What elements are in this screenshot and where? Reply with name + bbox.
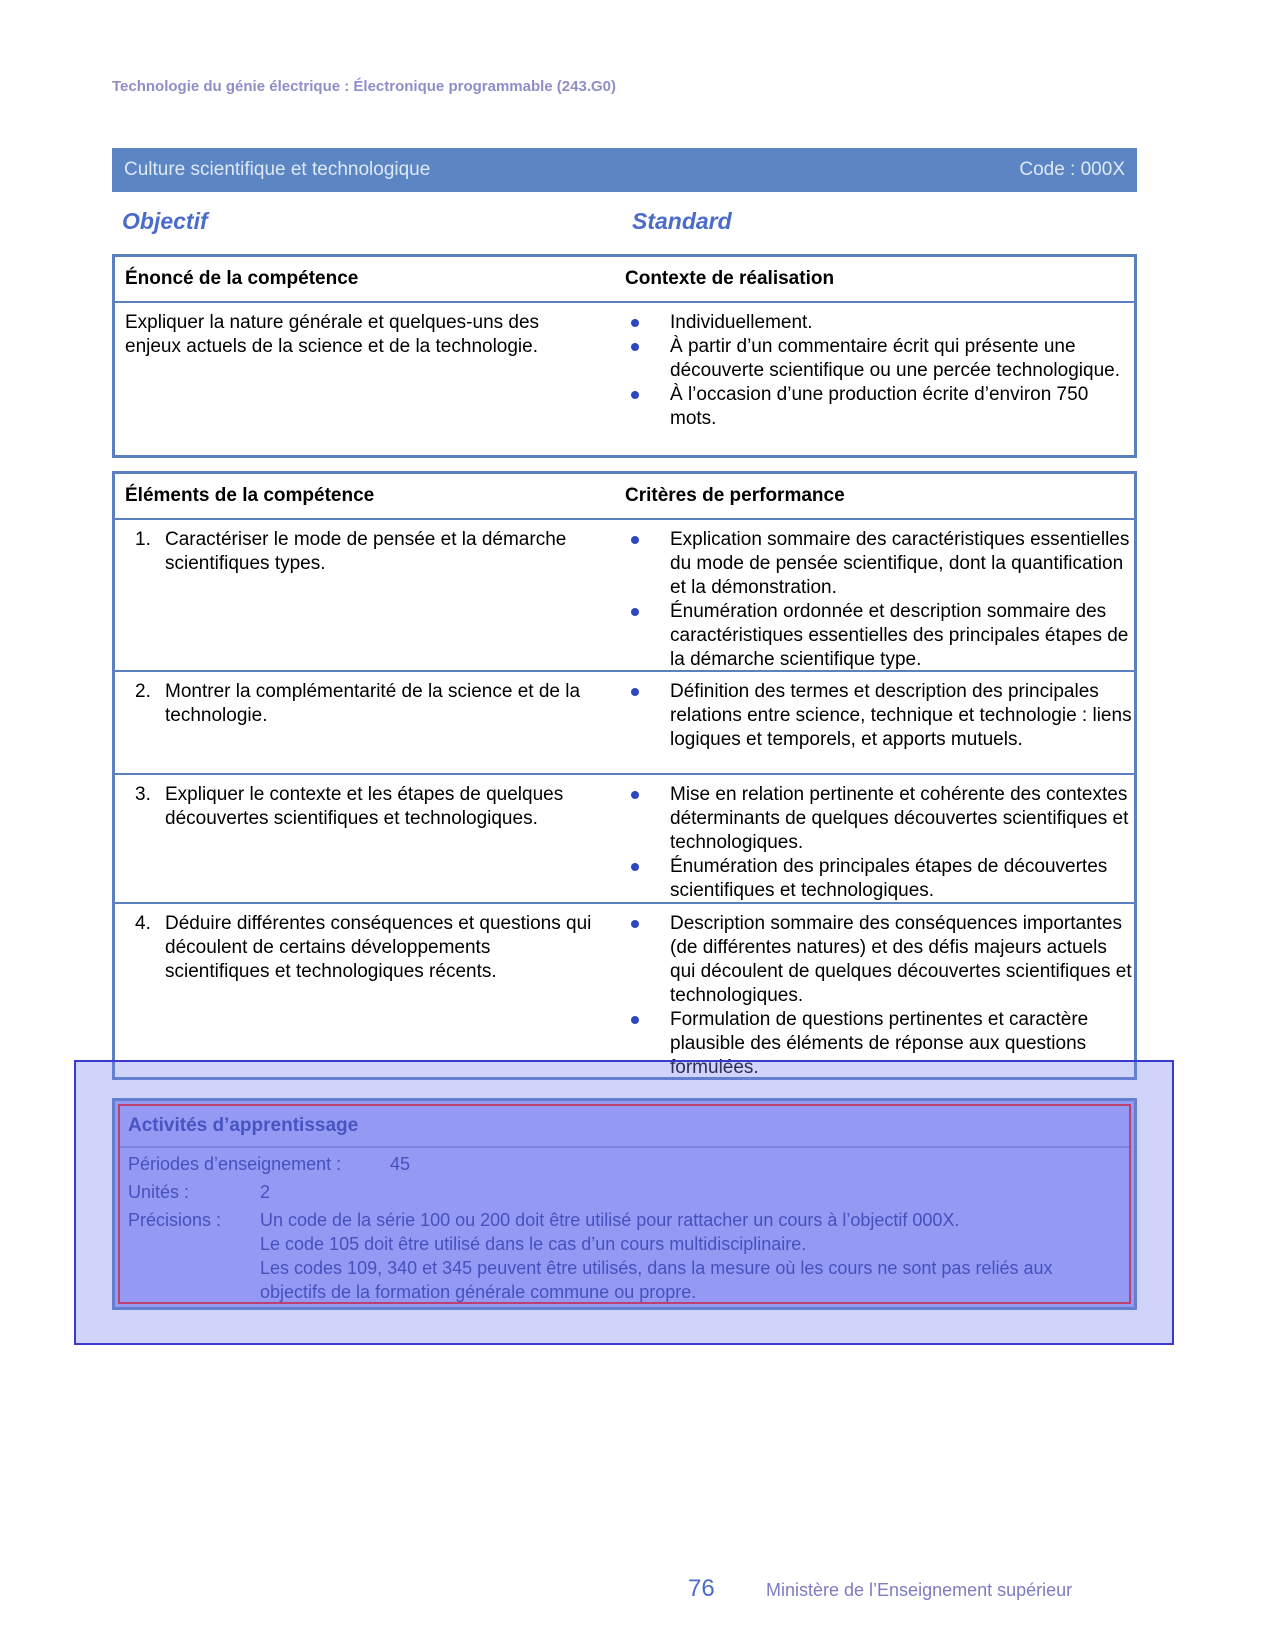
- enonce-text: Expliquer la nature générale et quelques-uns des enjeux actuels de la science et de la technologie.: [125, 312, 540, 357]
- elements-box: [112, 471, 1137, 1080]
- contexte-item: Individuellement.: [625, 311, 1134, 335]
- bullet-icon: [631, 319, 639, 327]
- contexte-item: À partir d’un commentaire écrit qui présente une découverte scientifique ou une percée technologique.: [625, 335, 1134, 383]
- page-number: 76: [688, 1575, 715, 1602]
- page-footer: [688, 1575, 1072, 1603]
- precisions-line: [120, 1208, 1129, 1304]
- course-code: Code : 000X: [1019, 159, 1125, 180]
- bullet-icon: [631, 608, 639, 616]
- bullet-icon: [631, 1016, 639, 1024]
- element-number: 3.: [135, 784, 151, 805]
- periodes-line: [120, 1152, 1129, 1176]
- criteres-list: [625, 783, 1134, 903]
- unites-line: [120, 1180, 1129, 1204]
- element-number: 4.: [135, 913, 151, 934]
- element-row: [115, 775, 1134, 904]
- element-text: Montrer la complémentarité de la science et de la technologie.: [165, 681, 581, 726]
- periodes-value: 45: [390, 1154, 411, 1174]
- critere-item: Formulation de questions pertinentes et caractère plausible des éléments de réponse aux questions formulées.: [625, 1008, 1134, 1080]
- precisions-label: Précisions :: [128, 1210, 222, 1230]
- periodes-label: Périodes d’enseignement :: [128, 1154, 342, 1174]
- element-row: [115, 520, 1134, 672]
- bullet-icon: [631, 343, 639, 351]
- bullet-icon: [631, 688, 639, 696]
- criteres-list: [625, 680, 1134, 752]
- course-title-bar: [112, 148, 1137, 192]
- critere-item: Mise en relation pertinente et cohérente des contextes déterminants de quelques découvertes scientifiques et technologiques.: [625, 783, 1134, 855]
- activities-highlight: [118, 1104, 1131, 1304]
- objectif-label: Objectif: [122, 208, 208, 234]
- critere-item: Énumération ordonnée et description sommaire des caractéristiques essentielles des principales étapes de la démarche scientifique type.: [625, 600, 1134, 672]
- enonce-header: Énoncé de la compétence: [125, 268, 359, 289]
- bullet-icon: [631, 391, 639, 399]
- critere-item: Description sommaire des conséquences importantes (de différentes natures) et des défis majeurs actuels qui découlent de quelques découvertes scientifiques et technologiques.: [625, 912, 1134, 1008]
- element-number: 2.: [135, 681, 151, 702]
- contexte-header: Contexte de réalisation: [625, 268, 835, 289]
- criteres-header: Critères de performance: [625, 485, 845, 506]
- precision-item: Un code de la série 100 ou 200 doit être utilisé pour rattacher un cours à l’objectif 000X.: [260, 1210, 960, 1230]
- criteres-list: [625, 528, 1134, 672]
- activities-header: Activités d’apprentissage: [120, 1106, 1129, 1148]
- element-text: Caractériser le mode de pensée et la démarche scientifiques types.: [165, 529, 567, 574]
- bullet-icon: [631, 791, 639, 799]
- bullet-icon: [631, 536, 639, 544]
- competence-box: [112, 254, 1137, 458]
- precision-item: Les codes 109, 340 et 345 peuvent être utilisés, dans la mesure où les cours ne sont pas reliés aux objectifs de la formation générale commune ou propre.: [260, 1258, 1053, 1302]
- contexte-item: À l’occasion d’une production écrite d’environ 750 mots.: [625, 383, 1134, 431]
- contexte-list: [625, 311, 1134, 431]
- critere-item: Explication sommaire des caractéristiques essentielles du mode de pensée scientifique, dont la quantification et la démonstration.: [625, 528, 1134, 600]
- course-title: Culture scientifique et technologique: [124, 159, 431, 180]
- precision-item: Le code 105 doit être utilisé dans le cas d’un cours multidisciplinaire.: [260, 1234, 807, 1254]
- activities-box: [112, 1098, 1137, 1310]
- unites-label: Unités :: [128, 1182, 190, 1202]
- element-row: [115, 672, 1134, 775]
- bullet-icon: [631, 920, 639, 928]
- criteres-list: [625, 912, 1134, 1080]
- element-text: Expliquer le contexte et les étapes de quelques découvertes scientifiques et technologiques.: [165, 784, 564, 829]
- ministry-name: Ministère de l’Enseignement supérieur: [766, 1580, 1073, 1600]
- competence-row: [115, 303, 1134, 431]
- competence-box-header: [115, 257, 1134, 303]
- critere-item: Définition des termes et description des principales relations entre science, technique et technologie : liens logiques et temporels, et apports mutuels.: [625, 680, 1134, 752]
- elements-header: Éléments de la compétence: [125, 485, 375, 506]
- element-row: [115, 904, 1134, 1076]
- running-header: Technologie du génie électrique : Électronique programmable (243.G0): [112, 78, 616, 95]
- element-text: Déduire différentes conséquences et questions qui découlent de certains développements scientifiques et technologiques récents.: [165, 913, 592, 982]
- elements-box-header: [115, 474, 1134, 520]
- bullet-icon: [631, 863, 639, 871]
- unites-value: 2: [260, 1182, 271, 1202]
- standard-label: Standard: [632, 208, 732, 234]
- critere-item: Énumération des principales étapes de découvertes scientifiques et technologiques.: [625, 855, 1134, 903]
- element-number: 1.: [135, 529, 151, 550]
